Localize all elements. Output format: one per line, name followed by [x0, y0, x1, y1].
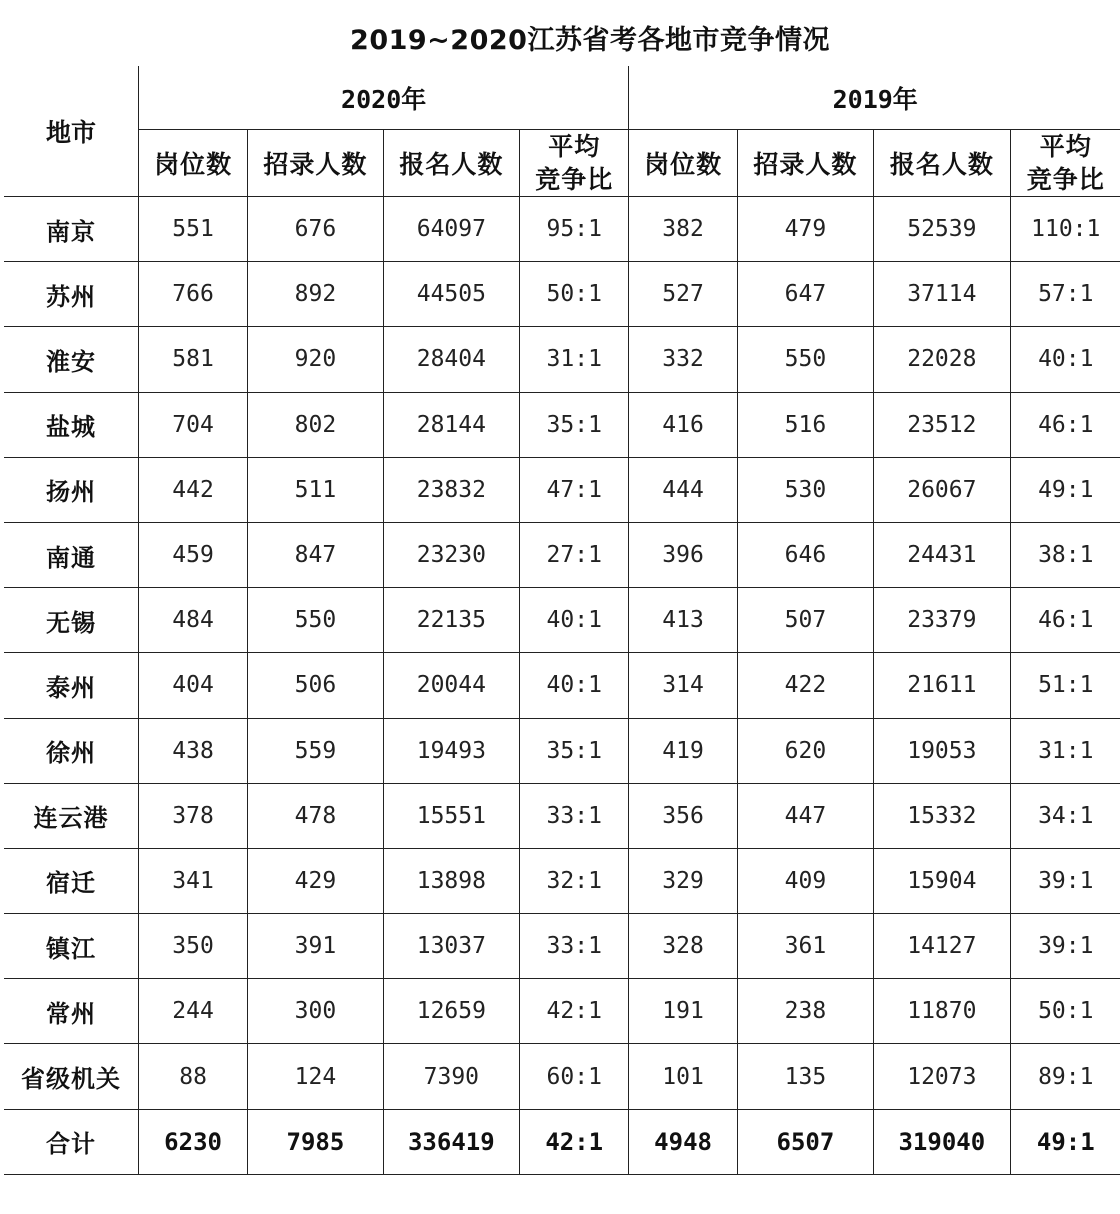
value-cell: 704: [138, 392, 247, 457]
value-cell: 34:1: [1010, 783, 1120, 848]
value-cell: 124: [248, 1044, 383, 1109]
value-cell: 429: [248, 848, 383, 913]
value-cell: 35:1: [520, 392, 629, 457]
col-header-hires-2019: 招录人数: [737, 130, 873, 197]
value-cell: 336419: [383, 1109, 519, 1174]
value-cell: 416: [629, 392, 737, 457]
value-cell: 920: [248, 327, 383, 392]
value-cell: 484: [138, 588, 247, 653]
value-cell: 22135: [383, 588, 519, 653]
city-cell: 宿迁: [4, 848, 138, 913]
value-cell: 40:1: [520, 588, 629, 653]
table-title: 2019~2020江苏省考各地市竞争情况: [350, 25, 830, 56]
city-cell: 南京: [4, 197, 138, 262]
value-cell: 7390: [383, 1044, 519, 1109]
value-cell: 378: [138, 783, 247, 848]
value-cell: 238: [737, 979, 873, 1044]
value-cell: 479: [737, 197, 873, 262]
value-cell: 396: [629, 522, 737, 587]
value-cell: 24431: [874, 522, 1010, 587]
value-cell: 11870: [874, 979, 1010, 1044]
value-cell: 49:1: [1010, 1109, 1120, 1174]
value-cell: 33:1: [520, 783, 629, 848]
value-cell: 341: [138, 848, 247, 913]
value-cell: 32:1: [520, 848, 629, 913]
col-header-hires-2020: 招录人数: [248, 130, 383, 197]
value-cell: 35:1: [520, 718, 629, 783]
value-cell: 12659: [383, 979, 519, 1044]
value-cell: 42:1: [520, 1109, 629, 1174]
value-cell: 314: [629, 653, 737, 718]
value-cell: 892: [248, 262, 383, 327]
value-cell: 676: [248, 197, 383, 262]
table-row: [4, 979, 1120, 1044]
city-cell: 苏州: [4, 262, 138, 327]
value-cell: 319040: [874, 1109, 1010, 1174]
value-cell: 23832: [383, 457, 519, 522]
value-cell: 300: [248, 979, 383, 1044]
value-cell: 33:1: [520, 914, 629, 979]
value-cell: 50:1: [520, 262, 629, 327]
value-cell: 511: [248, 457, 383, 522]
table-row: [4, 197, 1120, 262]
value-cell: 413: [629, 588, 737, 653]
value-cell: 361: [737, 914, 873, 979]
value-cell: 459: [138, 522, 247, 587]
value-cell: 39:1: [1010, 848, 1120, 913]
table-row: [4, 588, 1120, 653]
value-cell: 57:1: [1010, 262, 1120, 327]
value-cell: 23379: [874, 588, 1010, 653]
value-cell: 40:1: [1010, 327, 1120, 392]
value-cell: 47:1: [520, 457, 629, 522]
value-cell: 507: [737, 588, 873, 653]
table-row: [4, 848, 1120, 913]
value-cell: 620: [737, 718, 873, 783]
value-cell: 28404: [383, 327, 519, 392]
value-cell: 422: [737, 653, 873, 718]
value-cell: 551: [138, 197, 247, 262]
value-cell: 332: [629, 327, 737, 392]
value-cell: 550: [248, 588, 383, 653]
year-header-row: [4, 66, 1120, 130]
value-cell: 478: [248, 783, 383, 848]
value-cell: 110:1: [1010, 197, 1120, 262]
value-cell: 135: [737, 1044, 873, 1109]
value-cell: 39:1: [1010, 914, 1120, 979]
value-cell: 15551: [383, 783, 519, 848]
value-cell: 328: [629, 914, 737, 979]
value-cell: 13898: [383, 848, 519, 913]
value-cell: 13037: [383, 914, 519, 979]
value-cell: 95:1: [520, 197, 629, 262]
value-cell: 356: [629, 783, 737, 848]
city-cell: 常州: [4, 979, 138, 1044]
value-cell: 527: [629, 262, 737, 327]
city-cell: 泰州: [4, 653, 138, 718]
total-row: [4, 1109, 1120, 1174]
column-header-row: [4, 130, 1120, 197]
value-cell: 244: [138, 979, 247, 1044]
value-cell: 4948: [629, 1109, 737, 1174]
table-body: [4, 197, 1120, 1175]
col-header-ratio-2020: 平均 竞争比: [520, 130, 629, 197]
value-cell: 559: [248, 718, 383, 783]
value-cell: 391: [248, 914, 383, 979]
city-cell: 淮安: [4, 327, 138, 392]
value-cell: 49:1: [1010, 457, 1120, 522]
value-cell: 42:1: [520, 979, 629, 1044]
table-row: [4, 914, 1120, 979]
value-cell: 31:1: [520, 327, 629, 392]
value-cell: 14127: [874, 914, 1010, 979]
value-cell: 419: [629, 718, 737, 783]
year-2020-header: 2020年: [138, 66, 629, 130]
value-cell: 581: [138, 327, 247, 392]
value-cell: 516: [737, 392, 873, 457]
value-cell: 15904: [874, 848, 1010, 913]
year-2019-header: 2019年: [629, 66, 1120, 130]
value-cell: 27:1: [520, 522, 629, 587]
value-cell: 15332: [874, 783, 1010, 848]
value-cell: 6230: [138, 1109, 247, 1174]
value-cell: 438: [138, 718, 247, 783]
value-cell: 37114: [874, 262, 1010, 327]
table-row: [4, 392, 1120, 457]
city-cell: 无锡: [4, 588, 138, 653]
city-cell: 连云港: [4, 783, 138, 848]
table-row: [4, 783, 1120, 848]
value-cell: 101: [629, 1044, 737, 1109]
table-row: [4, 457, 1120, 522]
city-cell: 徐州: [4, 718, 138, 783]
value-cell: 350: [138, 914, 247, 979]
value-cell: 6507: [737, 1109, 873, 1174]
table-row: [4, 262, 1120, 327]
value-cell: 442: [138, 457, 247, 522]
value-cell: 31:1: [1010, 718, 1120, 783]
col-header-applicants-2019: 报名人数: [874, 130, 1010, 197]
value-cell: 88: [138, 1044, 247, 1109]
city-cell: 扬州: [4, 457, 138, 522]
value-cell: 46:1: [1010, 588, 1120, 653]
value-cell: 19493: [383, 718, 519, 783]
value-cell: 64097: [383, 197, 519, 262]
value-cell: 444: [629, 457, 737, 522]
value-cell: 382: [629, 197, 737, 262]
table-row: [4, 327, 1120, 392]
value-cell: 38:1: [1010, 522, 1120, 587]
value-cell: 191: [629, 979, 737, 1044]
value-cell: 847: [248, 522, 383, 587]
value-cell: 447: [737, 783, 873, 848]
table-row: [4, 653, 1120, 718]
table-row: [4, 718, 1120, 783]
value-cell: 766: [138, 262, 247, 327]
value-cell: 26067: [874, 457, 1010, 522]
city-cell: 省级机关: [4, 1044, 138, 1109]
col-header-applicants-2020: 报名人数: [383, 130, 519, 197]
table-row: [4, 522, 1120, 587]
value-cell: 7985: [248, 1109, 383, 1174]
value-cell: 646: [737, 522, 873, 587]
value-cell: 28144: [383, 392, 519, 457]
value-cell: 802: [248, 392, 383, 457]
competition-table: [4, 66, 1120, 1175]
value-cell: 19053: [874, 718, 1010, 783]
value-cell: 23230: [383, 522, 519, 587]
col-header-ratio-2019: 平均 竞争比: [1010, 130, 1120, 197]
value-cell: 530: [737, 457, 873, 522]
value-cell: 22028: [874, 327, 1010, 392]
col-header-positions-2019: 岗位数: [629, 130, 737, 197]
value-cell: 647: [737, 262, 873, 327]
value-cell: 404: [138, 653, 247, 718]
value-cell: 51:1: [1010, 653, 1120, 718]
value-cell: 89:1: [1010, 1044, 1120, 1109]
col-header-positions-2020: 岗位数: [138, 130, 247, 197]
city-cell: 合计: [4, 1109, 138, 1174]
value-cell: 12073: [874, 1044, 1010, 1109]
value-cell: 40:1: [520, 653, 629, 718]
value-cell: 52539: [874, 197, 1010, 262]
city-column-header: 地市: [4, 66, 138, 197]
value-cell: 46:1: [1010, 392, 1120, 457]
table-row: [4, 1044, 1120, 1109]
value-cell: 506: [248, 653, 383, 718]
value-cell: 20044: [383, 653, 519, 718]
value-cell: 60:1: [520, 1044, 629, 1109]
value-cell: 50:1: [1010, 979, 1120, 1044]
value-cell: 44505: [383, 262, 519, 327]
value-cell: 550: [737, 327, 873, 392]
city-cell: 镇江: [4, 914, 138, 979]
value-cell: 329: [629, 848, 737, 913]
value-cell: 409: [737, 848, 873, 913]
value-cell: 21611: [874, 653, 1010, 718]
city-cell: 盐城: [4, 392, 138, 457]
city-cell: 南通: [4, 522, 138, 587]
value-cell: 23512: [874, 392, 1010, 457]
